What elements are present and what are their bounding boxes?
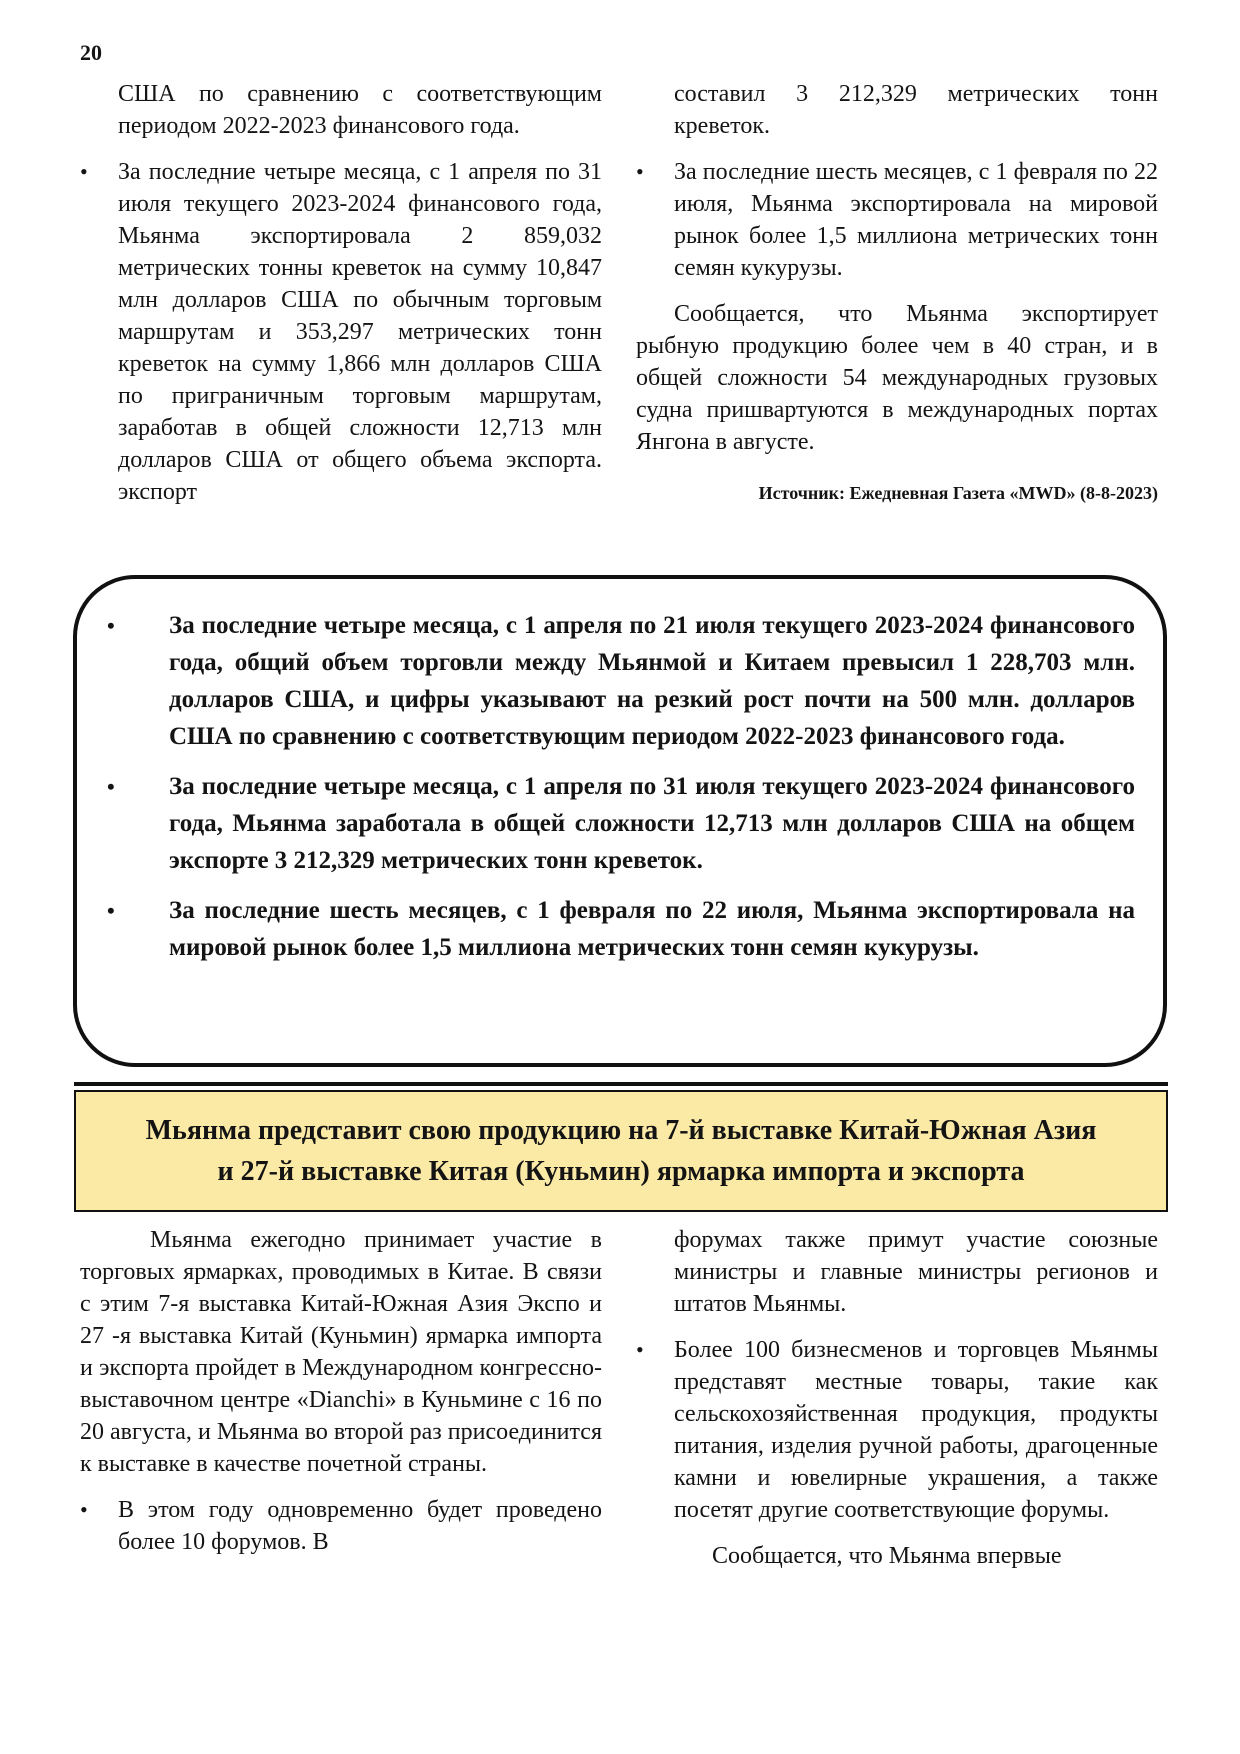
continued-text: форумах также примут участие союзные министры и главные министры регионов и штатов Мьянмы. [674, 1227, 1158, 1317]
summary-item: • За последние четыре месяца, с 1 апреля по 31 июля текущего 2023-2024 финансового года, Мьянма заработала в общей сложности 12,713 млн долларов США на общем экспорте 3 212,329 метрических тонн креветок. [107, 768, 1135, 879]
top-left-column [80, 78, 602, 508]
list-item: • Более 100 бизнесменов и торговцев Мьянмы представят местные товары, такие как сельскохозяйственная продукция, продукты питания, изделия ручной работы, драгоценные камни и ювелирные украшения, а также посетят другие соответствующие форумы. [636, 1334, 1158, 1526]
title-rule [74, 1082, 1168, 1086]
summary-list [107, 607, 1135, 966]
source-citation: Источник: Ежедневная Газета «MWD» (8-8-2023) [758, 483, 1158, 503]
article-title-line-1: Мьянма представит свою продукцию на 7-й выставке Китай-Южная Азия [145, 1115, 1097, 1146]
page-number: 20 [80, 40, 102, 65]
list-item: • За последние четыре месяца, с 1 апреля по 31 июля текущего 2023-2024 финансового года, Мьянма экспортировала 2 859,032 метрических тонны креветок на сумму 10,847 млн долларов США по обычным торговым маршрутам и 353,297 метрических тонн креветок на сумму 1,866 млн долларов США по приграничным торговым маршрутам, заработав в общей сложности 12,713 млн долларов США от общего объема экспорта. экспорт [80, 156, 602, 508]
article-title-box [74, 1090, 1168, 1212]
bullet-list [80, 156, 602, 508]
article-title [146, 1110, 1097, 1192]
list-item: • В этом году одновременно будет проведено более 10 форумов. В [80, 1494, 602, 1558]
top-right-column [636, 78, 1158, 506]
continued-text: США по сравнению с соответствующим периодом 2022-2023 финансового года. [118, 81, 602, 139]
summary-item: • За последние шесть месяцев, с 1 февраля по 22 июля, Мьянма экспортировала на мировой рынок более 1,5 миллиона метрических тонн семян кукурузы. [107, 892, 1135, 966]
bullet-list [636, 1334, 1158, 1526]
continued-text: составил 3 212,329 метрических тонн креветок. [674, 81, 1158, 139]
body-paragraph: Сообщается, что Мьянма экспортирует рыбную продукцию более чем в 40 стран, и в общей сложности 54 международных грузовых судна пришвартуются в международных портах Янгона в августе. [636, 301, 1158, 455]
body-paragraph: Сообщается, что Мьянма впервые [712, 1543, 1062, 1569]
article-left-column [80, 1224, 602, 1558]
article-right-column [636, 1224, 1158, 1572]
list-item: • За последние шесть месяцев, с 1 февраля по 22 июля, Мьянма экспортировала на мировой рынок более 1,5 миллиона метрических тонн семян кукурузы. [636, 156, 1158, 284]
summary-item: • За последние четыре месяца, с 1 апреля по 21 июля текущего 2023-2024 финансового года, общий объем торговли между Мьянмой и Китаем превысил 1 228,703 млн. долларов США, и цифры указывают на резкий рост почти на 500 млн. долларов США по сравнению с соответствующим периодом 2022-2023 финансового года. [107, 607, 1135, 755]
article-title-line-2: и 27-й выставке Китая (Куньмин) ярмарка импорта и экспорта [217, 1156, 1025, 1187]
body-paragraph: Мьянма ежегодно принимает участие в торговых ярмарках, проводимых в Китае. В связи с этим 7-я выставка Китай-Южная Азия Экспо и 27 -я выставка Китай (Куньмин) ярмарка импорта и экспорта пройдет в Международном конгрессно-выставочном центре «Dianchi» в Куньмине с 16 по 20 августа, и Мьянма во второй раз присоединится к выставке в качестве почетной страны. [80, 1227, 602, 1477]
bullet-list [636, 156, 1158, 284]
summary-box [73, 575, 1167, 1067]
bullet-list [80, 1494, 602, 1558]
